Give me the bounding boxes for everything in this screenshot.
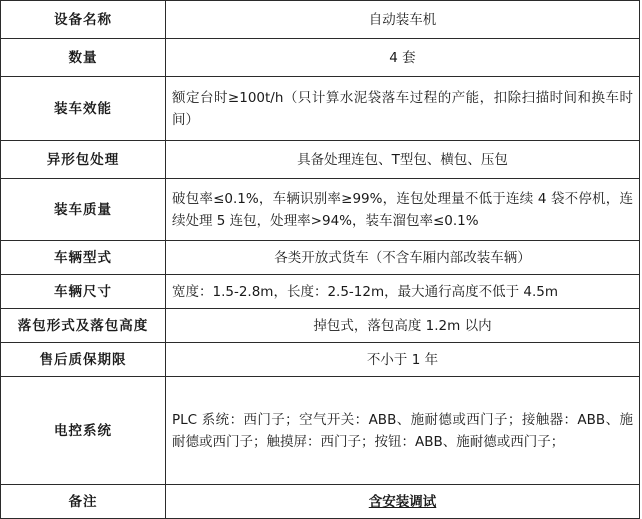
row-label-loading-quality: 装车质量 — [1, 179, 166, 241]
row-label-warranty: 售后质保期限 — [1, 343, 166, 377]
table-row — [1, 39, 640, 77]
table-row — [1, 343, 640, 377]
row-label-drop-method: 落包形式及落包高度 — [1, 309, 166, 343]
table-row — [1, 179, 640, 241]
row-value-loading-efficiency: 额定台时≥100t/h（只计算水泥袋落车过程的产能，扣除扫描时间和换车时间） — [166, 77, 640, 141]
row-label-quantity: 数量 — [1, 39, 166, 77]
table-row — [1, 377, 640, 485]
row-label-device-name: 设备名称 — [1, 1, 166, 39]
row-label-vehicle-size: 车辆尺寸 — [1, 275, 166, 309]
table-row — [1, 1, 640, 39]
table-row — [1, 275, 640, 309]
row-value-quantity: 4 套 — [166, 39, 640, 77]
row-value-vehicle-type: 各类开放式货车（不含车厢内部改装车辆） — [166, 241, 640, 275]
row-label-loading-efficiency: 装车效能 — [1, 77, 166, 141]
table-row — [1, 141, 640, 179]
row-value-warranty: 不小于 1 年 — [166, 343, 640, 377]
table-row — [1, 241, 640, 275]
row-label-electric-control: 电控系统 — [1, 377, 166, 485]
row-label-irregular-bag: 异形包处理 — [1, 141, 166, 179]
row-label-vehicle-type: 车辆型式 — [1, 241, 166, 275]
row-value-loading-quality: 破包率≤0.1%，车辆识别率≥99%，连包处理量不低于连续 4 袋不停机，连续处理 5 连包，处理率>94%，装车溜包率≤0.1% — [166, 179, 640, 241]
row-value-irregular-bag: 具备处理连包、T型包、横包、压包 — [166, 141, 640, 179]
row-label-remark: 备注 — [1, 485, 166, 519]
row-value-remark — [166, 485, 640, 519]
table-row — [1, 485, 640, 519]
table-row — [1, 77, 640, 141]
remark-text: 含安装调试 — [368, 493, 437, 510]
row-value-device-name: 自动装车机 — [166, 1, 640, 39]
row-value-electric-control: PLC 系统：西门子；空气开关：ABB、施耐德或西门子；接触器：ABB、施耐德或西门子；触摸屏：西门子；按钮：ABB、施耐德或西门子； — [166, 377, 640, 485]
row-value-drop-method: 掉包式，落包高度 1.2m 以内 — [166, 309, 640, 343]
row-value-vehicle-size: 宽度：1.5-2.8m，长度：2.5-12m，最大通行高度不低于 4.5m — [166, 275, 640, 309]
table-row — [1, 309, 640, 343]
